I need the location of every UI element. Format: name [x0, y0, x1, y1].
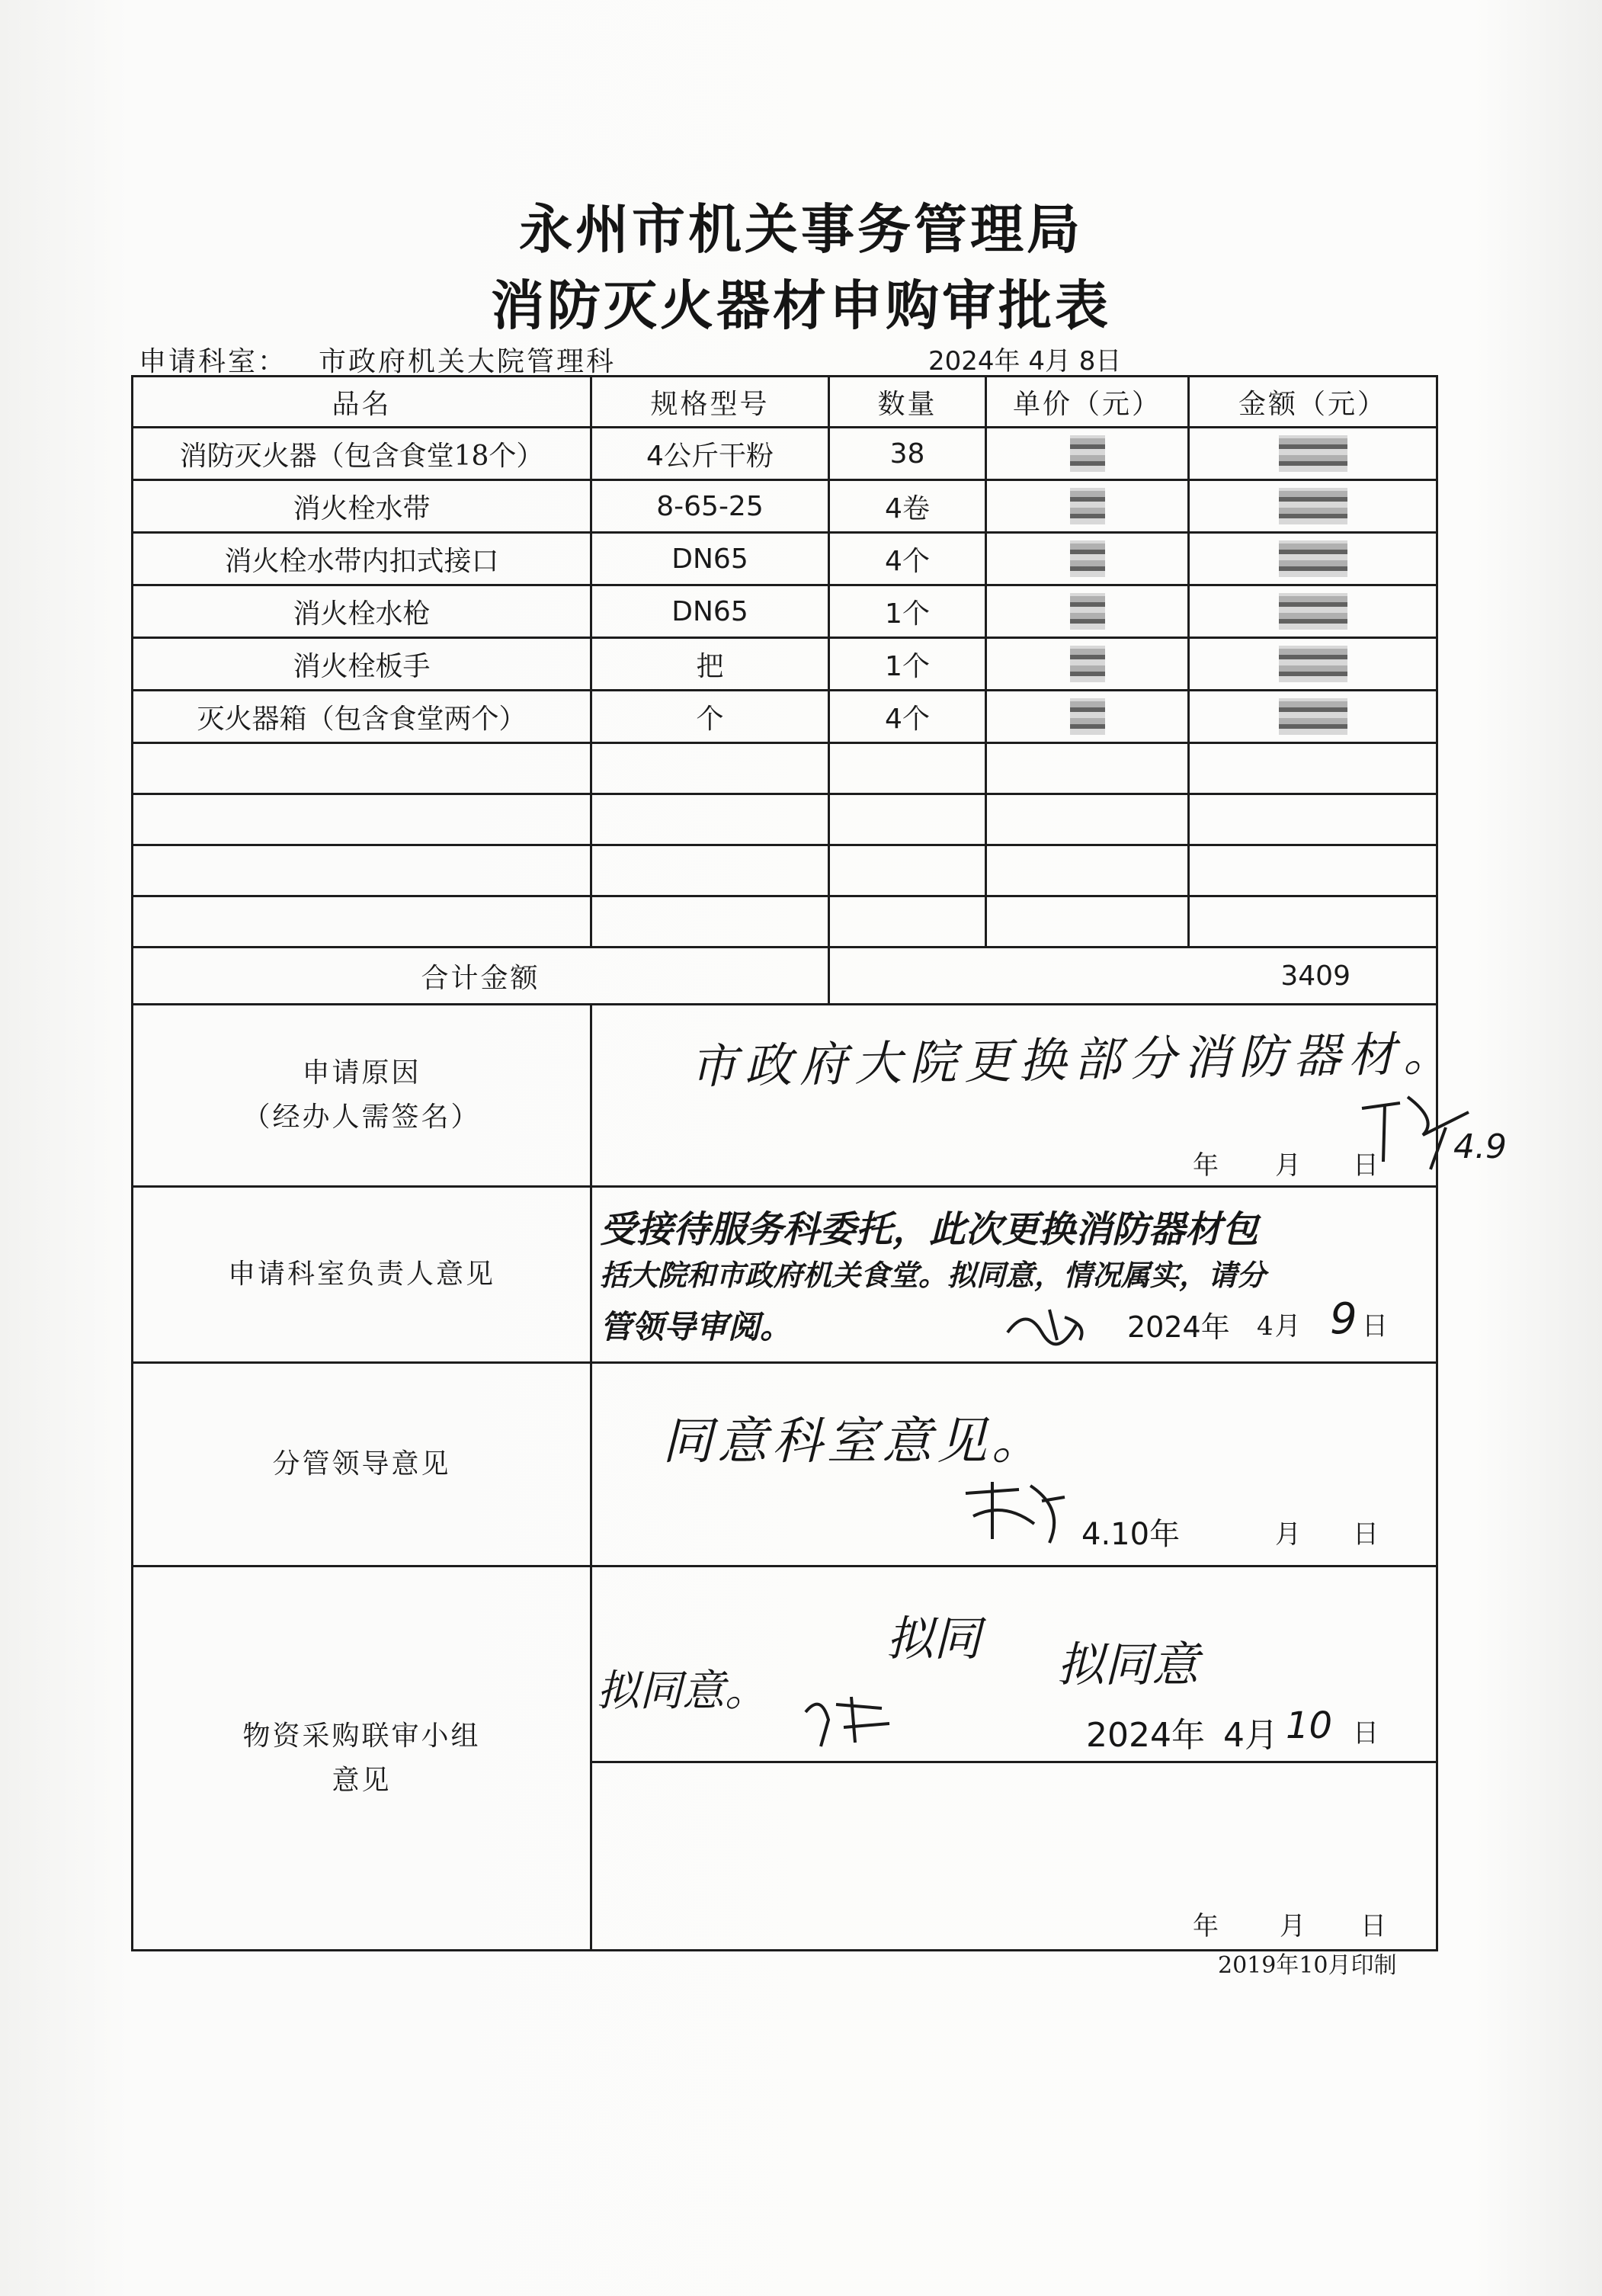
amount-redacted: [1189, 585, 1437, 638]
dept-head-body: [591, 1187, 1437, 1363]
redaction-mark: [1279, 435, 1347, 472]
dept-head-handwriting-line3: 管领导审阅。: [600, 1308, 793, 1345]
column-header: 金额（元）: [1189, 377, 1437, 428]
redaction-mark: [1070, 488, 1105, 524]
procurement-label-line2: 意见: [332, 1764, 392, 1796]
leader-date-prefix: 4.10年: [1081, 1517, 1181, 1552]
procurement-label-line1: 物资采购联审小组: [242, 1720, 481, 1752]
redaction-mark: [1279, 646, 1347, 682]
redaction-mark: [1070, 646, 1105, 682]
dept-value: 市政府机关大院管理科: [319, 346, 617, 377]
unit-price-redacted: [986, 533, 1189, 585]
reason-label: [133, 1005, 591, 1187]
item-spec: 8-65-25: [591, 480, 829, 533]
redaction-mark: [1279, 593, 1347, 630]
redaction-mark: [1279, 540, 1347, 577]
reason-date-month: 月: [1275, 1150, 1302, 1181]
reason-body: [591, 1005, 1507, 1187]
table-row: [133, 691, 1437, 743]
blank-date-day: 日: [1360, 1911, 1388, 1942]
empty-row: [133, 794, 1437, 845]
item-name: 消防灭火器（包含食堂18个）: [133, 428, 591, 480]
procurement-handwriting-b: 拟同: [886, 1611, 982, 1666]
procurement-handwriting-a: 拟同意。: [597, 1666, 767, 1716]
item-spec: 4公斤干粉: [591, 428, 829, 480]
dept-label: 申请科室：: [139, 346, 288, 377]
total-label: 合计金额: [133, 948, 829, 1005]
procurement-handwriting-c: 拟同意: [1057, 1637, 1200, 1692]
reason-row: [133, 1005, 1437, 1187]
item-qty: 1个: [829, 585, 986, 638]
print-note: 2019年10月印制: [1218, 1952, 1397, 1979]
table-row: [133, 480, 1437, 533]
item-name: 消火栓水枪: [133, 585, 591, 638]
reason-handwriting: 市政府大院更换部分消防器材。: [689, 1025, 1459, 1095]
dept-head-handwriting-line1: 受接待服务科委托，此次更换消防器材包: [600, 1208, 1259, 1251]
amount-redacted: [1189, 691, 1437, 743]
dept-head-date-day: 9: [1330, 1294, 1357, 1344]
signature-scribble: [1004, 1302, 1095, 1348]
amount-redacted: [1189, 480, 1437, 533]
empty-row: [133, 743, 1437, 794]
table-row: [133, 585, 1437, 638]
item-qty: 4个: [829, 691, 986, 743]
redaction-mark: [1070, 593, 1105, 630]
unit-price-redacted: [986, 585, 1189, 638]
unit-price-redacted: [986, 428, 1189, 480]
leader-handwriting: 同意科室意见。: [662, 1412, 1046, 1470]
column-header: 规格型号: [591, 377, 829, 428]
redaction-mark: [1279, 488, 1347, 524]
approval-table: [131, 375, 1507, 1951]
procurement-blank-body: [591, 1762, 1437, 1951]
leader-row: [133, 1363, 1437, 1566]
item-qty: 4个: [829, 533, 986, 585]
leader-body: [591, 1363, 1437, 1566]
procurement-date-day: 10: [1286, 1704, 1333, 1747]
item-spec: DN65: [591, 585, 829, 638]
dept-head-date-year: 2024年: [1127, 1310, 1230, 1344]
reason-label-line1: 申请原因: [302, 1057, 421, 1089]
procurement-body: [591, 1566, 1437, 1762]
redaction-mark: [1279, 698, 1347, 735]
leader-date-month: 月: [1275, 1519, 1302, 1550]
item-spec: DN65: [591, 533, 829, 585]
procurement-date-year: 2024年: [1086, 1716, 1205, 1755]
item-spec: 个: [591, 691, 829, 743]
total-row: [133, 948, 1437, 1005]
unit-price-redacted: [986, 480, 1189, 533]
dept-head-row: [133, 1187, 1437, 1363]
amount-redacted: [1189, 533, 1437, 585]
item-qty: 4卷: [829, 480, 986, 533]
unit-price-redacted: [986, 691, 1189, 743]
empty-row: [133, 845, 1437, 896]
blank-date-year: 年: [1193, 1911, 1220, 1942]
table-row: [133, 638, 1437, 691]
reason-date-year: 年: [1193, 1150, 1220, 1181]
redaction-mark: [1070, 698, 1105, 735]
total-value: 3409: [829, 948, 1437, 1005]
table-row: [133, 533, 1437, 585]
empty-row: [133, 896, 1437, 948]
form-date: 2024年 4月 8日: [928, 346, 1122, 377]
reason-date-handwritten: 4.9: [1453, 1127, 1507, 1166]
reason-date-day: 日: [1353, 1150, 1380, 1181]
blank-date-month: 月: [1280, 1911, 1307, 1942]
table-header-row: [133, 377, 1437, 428]
column-header: 品名: [133, 377, 591, 428]
dept-head-handwriting-line2: 括大院和市政府机关食堂。拟同意，情况属实，请分: [600, 1259, 1267, 1292]
procurement-date-month: 4月: [1223, 1716, 1278, 1755]
amount-redacted: [1189, 638, 1437, 691]
column-header: 数量: [829, 377, 986, 428]
unit-price-redacted: [986, 638, 1189, 691]
item-qty: 1个: [829, 638, 986, 691]
item-name: 消火栓水带: [133, 480, 591, 533]
dept-head-date-d: 日: [1362, 1311, 1389, 1342]
item-spec: 把: [591, 638, 829, 691]
item-qty: 38: [829, 428, 986, 480]
item-name: 消火栓板手: [133, 638, 591, 691]
leader-date-day: 日: [1353, 1519, 1380, 1550]
dept-head-label: 申请科室负责人意见: [133, 1187, 591, 1363]
signature-scribble: [798, 1689, 905, 1750]
amount-redacted: [1189, 428, 1437, 480]
redaction-mark: [1070, 540, 1105, 577]
item-name: 灭火器箱（包含食堂两个）: [133, 691, 591, 743]
procurement-row: [133, 1566, 1437, 1762]
table-row: [133, 428, 1437, 480]
form-title: 消防灭火器材申购审批表: [491, 274, 1111, 337]
redaction-mark: [1070, 435, 1105, 472]
procurement-date-d: 日: [1353, 1718, 1380, 1749]
item-name: 消火栓水带内扣式接口: [133, 533, 591, 585]
reason-label-line2: （经办人需签名）: [242, 1102, 481, 1133]
dept-head-date-month: 4月: [1257, 1311, 1302, 1342]
signature-scribble: [958, 1478, 1072, 1547]
column-header: 单价（元）: [986, 377, 1189, 428]
procurement-label: [133, 1566, 591, 1951]
org-title: 永州市机关事务管理局: [519, 198, 1083, 261]
leader-label: 分管领导意见: [133, 1363, 591, 1566]
